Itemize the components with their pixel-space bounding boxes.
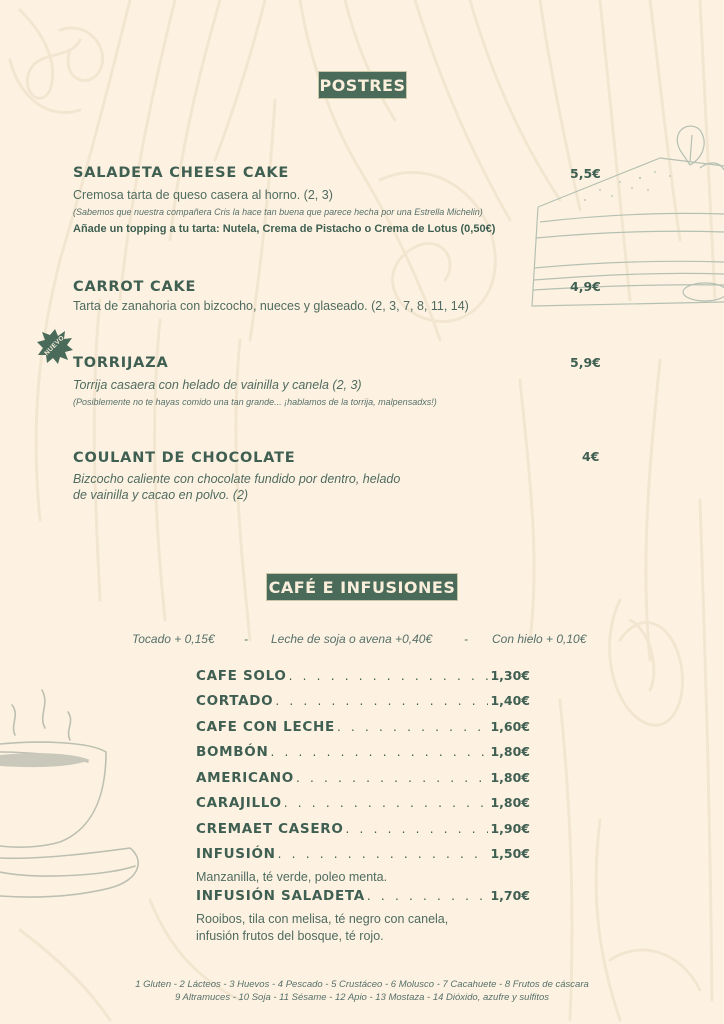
dot-leader xyxy=(270,745,488,759)
coffee-item-price: 1,90€ xyxy=(490,821,530,836)
coffee-item xyxy=(196,719,530,739)
menu-item-price: 5,5€ xyxy=(570,166,601,181)
coffee-item-price: 1,80€ xyxy=(490,795,530,810)
coffee-item-description: Manzanilla, té verde, poleo menta. xyxy=(196,870,388,884)
dot-leader xyxy=(275,694,488,708)
menu-item-description: Torrija casaera con helado de vainilla y canela (2, 3) xyxy=(73,378,362,392)
menu-item-name: TORRIJAZA xyxy=(73,355,169,371)
coffee-item-price: 1,60€ xyxy=(490,719,530,734)
separator: - xyxy=(464,632,468,646)
coffee-item-name: BOMBÓN xyxy=(196,744,269,760)
dot-leader xyxy=(284,796,489,810)
coffee-item-description: infusión frutos del bosque, té rojo. xyxy=(196,929,384,943)
coffee-item xyxy=(196,821,530,841)
separator: - xyxy=(244,632,248,646)
coffee-item-name: CREMAET CASERO xyxy=(196,821,344,837)
dot-leader xyxy=(296,771,489,785)
coffee-item xyxy=(196,795,530,815)
coffee-item xyxy=(196,846,530,866)
coffee-item-name: INFUSIÓN xyxy=(196,846,276,862)
section-title-postres: POSTRES xyxy=(318,71,407,99)
coffee-item-name: CAFE CON LECHE xyxy=(196,719,335,735)
menu-item-description: Cremosa tarta de queso casera al horno. (2, 3) xyxy=(73,188,333,202)
extra-option: Tocado + 0,15€ xyxy=(132,632,215,646)
menu-item-price: 5,9€ xyxy=(570,355,601,370)
allergens-legend xyxy=(0,978,724,1004)
coffee-item-description: Rooibos, tila con melisa, té negro con canela, xyxy=(196,912,449,926)
dot-leader xyxy=(278,847,489,861)
coffee-item-price: 1,70€ xyxy=(490,888,530,903)
allergens-line-2: 9 Altramuces - 10 Soja - 11 Sésame - 12 Apio - 13 Mostaza - 14 Dióxido, azufre y sulfitos xyxy=(174,992,549,1003)
coffee-item xyxy=(196,888,530,908)
menu-item-description: Tarta de zanahoria con bizcocho, nueces y glaseado. (2, 3, 7, 8, 11, 14) xyxy=(73,299,469,313)
coffee-item xyxy=(196,744,530,764)
allergens-line-1: 1 Gluten - 2 Lácteos - 3 Huevos - 4 Pescado - 5 Crustáceo - 6 Molusco - 7 Cacahuete - 8 Frutos de cáscara xyxy=(135,979,589,990)
menu-item-description: Bizcocho caliente con chocolate fundido por dentro, helado xyxy=(73,472,401,486)
coffee-item xyxy=(196,770,530,790)
dot-leader xyxy=(367,889,489,903)
coffee-item-price: 1,80€ xyxy=(490,770,530,785)
menu-item-price: 4€ xyxy=(582,449,600,464)
menu-item-note: (Sabemos que nuestra compañera Cris la hace tan buena que parece hecha por una Estrella Michelin) xyxy=(73,207,483,217)
coffee-item xyxy=(196,693,530,713)
coffee-item-name: AMERICANO xyxy=(196,770,294,786)
menu-item-price: 4,9€ xyxy=(570,279,601,294)
coffee-item xyxy=(196,668,530,688)
menu-item-name: SALADETA CHEESE CAKE xyxy=(73,165,290,181)
new-badge-label: NUEVO xyxy=(43,334,67,358)
coffee-item-price: 1,50€ xyxy=(490,846,530,861)
extra-option: Con hielo + 0,10€ xyxy=(492,632,587,646)
coffee-item-price: 1,30€ xyxy=(490,668,530,683)
dot-leader xyxy=(337,720,489,734)
menu-item-description: de vainilla y cacao en polvo. (2) xyxy=(73,488,249,502)
extra-option: Leche de soja o avena +0,40€ xyxy=(271,632,433,646)
topping-note: Añade un topping a tu tarta: Nutela, Crema de Pistacho o Crema de Lotus (0,50€) xyxy=(73,223,496,235)
menu-item-name: COULANT DE CHOCOLATE xyxy=(73,450,296,466)
coffee-item-price: 1,40€ xyxy=(490,693,530,708)
dot-leader xyxy=(289,669,489,683)
coffee-item-name: CARAJILLO xyxy=(196,795,282,811)
section-title-cafe: CAFÉ E INFUSIONES xyxy=(266,573,458,601)
coffee-item-name: CORTADO xyxy=(196,693,274,709)
dot-leader xyxy=(346,822,489,836)
new-badge xyxy=(37,328,73,364)
menu-item-note: (Posiblemente no te hayas comido una tan grande... ¡hablamos de la torrija, malpensadxs!) xyxy=(73,397,437,407)
coffee-item-name: CAFE SOLO xyxy=(196,668,287,684)
coffee-item-name: INFUSIÓN SALADETA xyxy=(196,888,365,904)
menu-item-name: CARROT CAKE xyxy=(73,279,197,295)
coffee-item-price: 1,80€ xyxy=(490,744,530,759)
